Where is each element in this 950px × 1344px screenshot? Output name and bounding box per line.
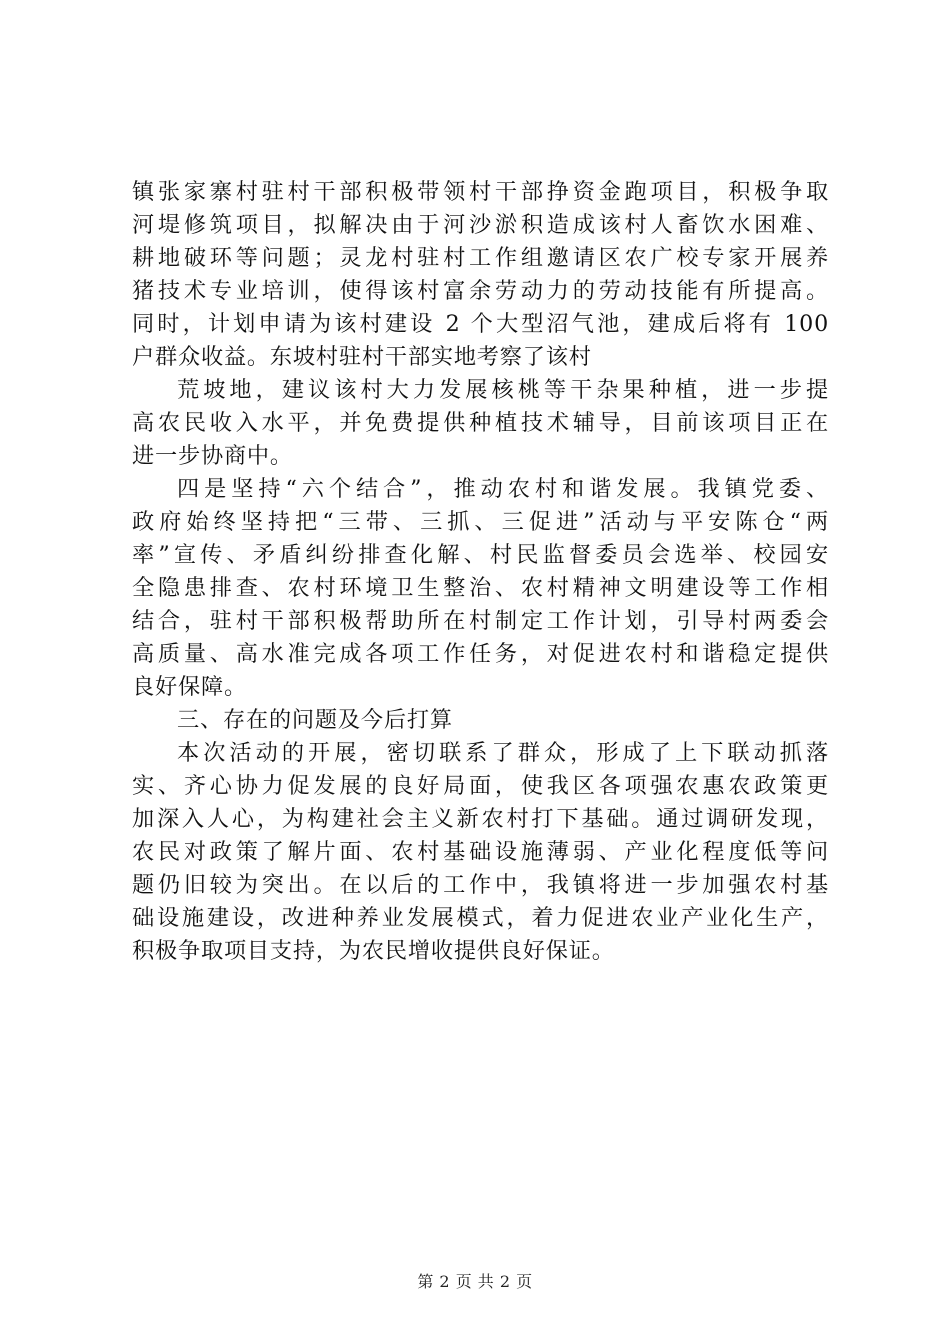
text-line: 高质量、高水准完成各项工作任务，对促进农村和谐稳定提供 (132, 641, 829, 667)
text-line: 耕地破环等问题；灵龙村驻村工作组邀请区农广校专家开展养 (132, 245, 829, 271)
page-footer: 第 2 页 共 2 页 (417, 1272, 533, 1291)
text-line: 政府始终坚持把“三带、三抓、三促进”活动与平安陈仓“两 (132, 509, 829, 535)
text-line: 农民对政策了解片面、农村基础设施薄弱、产业化程度低等问 (132, 839, 829, 865)
text-line: 础设施建设，改进种养业发展模式，着力促进农业产业化生产， (132, 905, 829, 931)
text-line: 加深入人心，为构建社会主义新农村打下基础。通过调研发现， (132, 806, 829, 832)
text-line: 结合，驻村干部积极帮助所在村制定工作计划，引导村两委会 (132, 608, 829, 634)
text-line: 积极争取项目支持，为农民增收提供良好保证。 (132, 938, 615, 964)
document-body (132, 176, 829, 968)
text-line: 四是坚持“六个结合”，推动农村和谐发展。我镇党委、 (177, 476, 829, 502)
text-line: 猪技术专业培训，使得该村富余劳动力的劳动技能有所提高。 (132, 278, 829, 304)
text-line: 三、存在的问题及今后打算 (177, 707, 453, 733)
text-line: 进一步协商中。 (132, 443, 293, 469)
text-line: 本次活动的开展，密切联系了群众，形成了上下联动抓落 (177, 740, 829, 766)
text-line: 全隐患排查、农村环境卫生整治、农村精神文明建设等工作相 (132, 575, 829, 601)
text-line: 河堤修筑项目，拟解决由于河沙淤积造成该村人畜饮水困难、 (132, 212, 829, 238)
text-line: 率”宣传、矛盾纠纷排查化解、村民监督委员会选举、校园安 (132, 542, 829, 568)
text-line: 同时，计划申请为该村建设 2 个大型沼气池，建成后将有 100 (132, 311, 829, 337)
text-line: 户群众收益。东坡村驻村干部实地考察了该村 (132, 344, 592, 370)
text-line: 镇张家寨村驻村干部积极带领村干部挣资金跑项目，积极争取 (132, 179, 829, 205)
text-line: 题仍旧较为突出。在以后的工作中，我镇将进一步加强农村基 (132, 872, 829, 898)
text-line: 良好保障。 (132, 674, 247, 700)
text-line: 荒坡地，建议该村大力发展核桃等干杂果种植，进一步提 (177, 377, 829, 403)
text-line: 实、齐心协力促发展的良好局面，使我区各项强农惠农政策更 (132, 773, 829, 799)
text-line: 高农民收入水平，并免费提供种植技术辅导，目前该项目正在 (132, 410, 829, 436)
